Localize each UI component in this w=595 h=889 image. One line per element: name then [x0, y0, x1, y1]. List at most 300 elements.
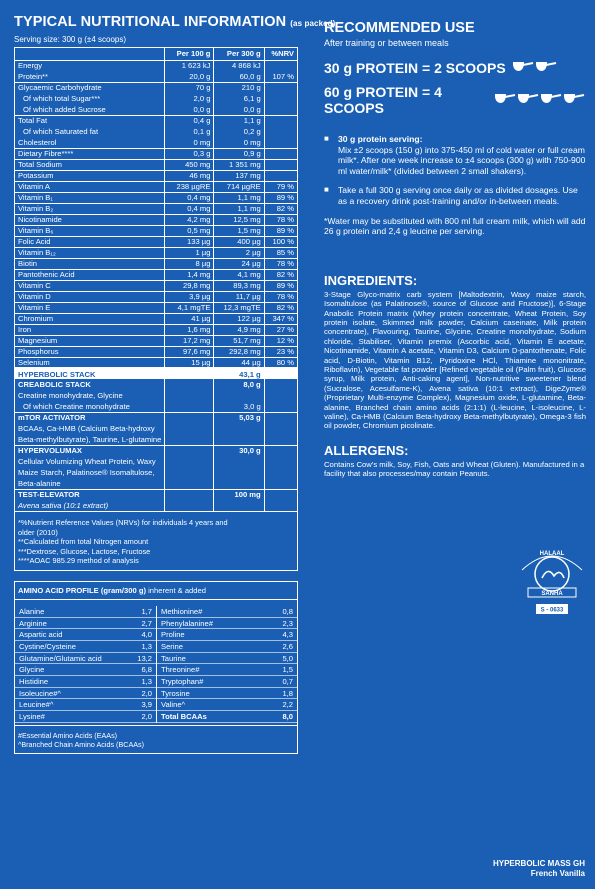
amino-row: [15, 653, 156, 665]
nutrient-value: 1 623 kJ: [165, 60, 214, 71]
nutrient-value: 29,8 mg: [165, 280, 214, 291]
scoop-icon: [563, 92, 586, 108]
amino-row: [157, 629, 297, 641]
nutrient-value: 0,4 g: [165, 115, 214, 126]
table-row: [15, 82, 297, 93]
nutrient-label: Vitamin B₂: [15, 203, 165, 214]
usage-bullet-2: ■ Take a full 300 g serving once daily or as divided dosages. Use as a recovery drink post-training and/or in-between meals.: [324, 185, 578, 206]
nutrient-value: 400 µg: [214, 236, 264, 247]
nutrient-value: 44 µg: [214, 357, 264, 368]
nutrient-value: [214, 478, 264, 489]
nutrient-value: [165, 500, 214, 511]
table-row: [15, 258, 297, 269]
table-row: [15, 159, 297, 170]
nutrient-label: Biotin: [15, 258, 165, 269]
nutrient-value: 0,3 g: [165, 148, 214, 159]
nutrition-header-cell: Per 300 g: [214, 48, 264, 60]
scoop-icons-4: [494, 92, 586, 108]
nutrient-value: 100 mg: [214, 489, 264, 500]
nutrient-value: 100 %: [264, 236, 297, 247]
table-row: [15, 500, 297, 511]
table-row: [15, 390, 297, 401]
nutrient-value: [264, 434, 297, 445]
amino-column-left: [15, 606, 156, 723]
left-column: [14, 14, 336, 754]
amino-row: [15, 711, 156, 723]
amino-name: Histidine: [19, 677, 49, 687]
nutrient-value: 43,1 g: [214, 368, 264, 379]
nutrient-label: Total Fat: [15, 115, 165, 126]
nutrient-value: 80 %: [264, 357, 297, 368]
nutrient-label: Vitamin B₁₂: [15, 247, 165, 258]
amino-value: 2,0: [141, 688, 152, 698]
nutrient-value: 1,1 mg: [214, 192, 264, 203]
nutrient-label: Vitamin D: [15, 291, 165, 302]
amino-name: Serine: [161, 642, 183, 652]
bullet-icon: ■: [324, 134, 329, 143]
footnote: ***Dextrose, Glucose, Lactose, Fructose: [18, 546, 151, 556]
nutrient-value: 70 g: [165, 82, 214, 93]
nutrient-value: [264, 159, 297, 170]
nutrient-label: Beta-alanine: [18, 478, 61, 488]
amino-value: 4,0: [141, 630, 152, 640]
nutrient-value: 12,5 mg: [214, 214, 264, 225]
amino-grid: [15, 600, 297, 723]
table-row: [15, 445, 297, 456]
nutrition-header-cell: [15, 48, 165, 60]
nutrient-value: 0 mg: [165, 137, 214, 148]
nutrient-value: [264, 126, 297, 137]
nutrient-value: 6,1 g: [214, 93, 264, 104]
svg-text:HALAAL: HALAAL: [539, 551, 565, 557]
nutrient-value: [165, 478, 214, 489]
scoop-line-60g: 60 g PROTEIN = 4 SCOOPS: [324, 84, 586, 116]
nutrient-label: Pantothenic Acid: [15, 269, 165, 280]
nutrient-value: [165, 368, 214, 379]
nutrient-value: 450 mg: [165, 159, 214, 170]
nutrient-value: 20,0 g: [165, 71, 214, 82]
nutrient-label: Of which Creatine monohydrate: [23, 401, 130, 411]
nutrient-value: 3,9 µg: [165, 291, 214, 302]
nutrient-value: [165, 434, 214, 445]
nutrient-value: 78 %: [264, 258, 297, 269]
ingredients-title: INGREDIENTS:: [324, 272, 418, 288]
amino-row: [157, 606, 297, 618]
nutrient-label: Vitamin E: [15, 302, 165, 313]
nutrient-value: 122 µg: [214, 313, 264, 324]
nutrient-value: 0 mg: [214, 137, 264, 148]
amino-row: [15, 618, 156, 630]
table-row: [15, 313, 297, 324]
allergens-title: ALLERGENS:: [324, 442, 409, 458]
table-row: [15, 181, 297, 192]
amino-name: Aspartic acid: [19, 630, 63, 640]
nutrient-label: Glycaemic Carbohydrate: [15, 82, 165, 93]
nutrient-value: 1,1 g: [214, 115, 264, 126]
nutrient-value: [214, 456, 264, 467]
amino-name: Glutamine/Glutamic acid: [19, 653, 102, 663]
recommended-use-title: RECOMMENDED USE: [324, 20, 475, 36]
nutrient-value: [165, 401, 214, 412]
table-row: [15, 324, 297, 335]
amino-value: 2,7: [141, 618, 152, 628]
nutrient-label: Of which total Sugar***: [23, 94, 101, 103]
nutrient-value: 11,7 µg: [214, 291, 264, 302]
table-row: [15, 203, 297, 214]
nutrient-value: 1,4 mg: [165, 269, 214, 280]
nutrient-value: 60,0 g: [214, 71, 264, 82]
nutrient-value: 51,7 mg: [214, 335, 264, 346]
nutrient-value: 8 µg: [165, 258, 214, 269]
nutrient-value: [264, 60, 297, 71]
nutrient-value: 4,2 mg: [165, 214, 214, 225]
nutrient-label: Maize Starch, Palatinose® Isomaltulose,: [18, 468, 155, 477]
table-row: [15, 401, 297, 412]
amino-name: Tyrosine: [161, 688, 190, 698]
table-row: [15, 456, 297, 467]
amino-name: Taurine: [161, 653, 186, 663]
table-row: [15, 335, 297, 346]
bullet-icon: ■: [324, 185, 329, 195]
nutrient-value: [264, 379, 297, 390]
amino-name: Lysine#: [19, 712, 45, 722]
table-row: [15, 489, 297, 500]
scoop-line-30g: 30 g PROTEIN = 2 SCOOPS: [324, 60, 586, 76]
amino-row: [15, 676, 156, 688]
table-row: [15, 434, 297, 445]
nutrient-value: [165, 456, 214, 467]
amino-acid-panel: [14, 581, 298, 754]
scoop-icon: [494, 92, 517, 108]
scoop-icon: [535, 60, 558, 76]
svg-text:SANHA: SANHA: [541, 591, 563, 597]
nutrient-value: [264, 489, 297, 500]
nutrient-value: [264, 368, 297, 379]
nutrient-label: Selenium: [15, 357, 165, 368]
nutrient-value: 5,03 g: [214, 412, 264, 423]
nutrient-label: Magnesium: [15, 335, 165, 346]
table-row: [15, 478, 297, 489]
nutrient-value: 4 868 kJ: [214, 60, 264, 71]
table-row: [15, 137, 297, 148]
scoop-icons-2: [512, 60, 558, 76]
svg-text:S - 0633: S - 0633: [540, 607, 564, 614]
nutrient-value: 1 µg: [165, 247, 214, 258]
amino-row: [15, 688, 156, 700]
nutrient-label: Folic Acid: [15, 236, 165, 247]
nutrient-label: TEST-ELEVATOR: [15, 489, 165, 500]
nutrition-table: [15, 48, 297, 511]
amino-name: Phenylalanine#: [161, 618, 213, 628]
nutrient-value: [165, 390, 214, 401]
nutrient-label: Cellular Volumizing Wheat Protein, Waxy: [18, 457, 156, 466]
nutrient-value: 1 351 mg: [214, 159, 264, 170]
nutrient-value: 210 g: [214, 82, 264, 93]
amino-row: [15, 606, 156, 618]
right-column: [324, 20, 586, 479]
table-row: [15, 280, 297, 291]
nutrient-value: [264, 445, 297, 456]
nutrition-header-row: [15, 48, 297, 60]
nutrient-label: CREABOLIC STACK: [18, 380, 91, 389]
amino-value: 2,0: [141, 712, 152, 722]
amino-value: 5,0: [282, 653, 293, 663]
amino-value: 13,2: [137, 653, 152, 663]
nutrient-value: [165, 467, 214, 478]
footnote: ****AOAC 985.29 method of analysis: [18, 556, 139, 566]
nutrient-value: 347 %: [264, 313, 297, 324]
table-row: [15, 269, 297, 280]
amino-name: Alanine: [19, 606, 45, 616]
nutrient-label: HYPERVOLUMAX: [15, 445, 165, 456]
amino-name: Total BCAAs: [161, 712, 207, 722]
nutrient-value: [264, 467, 297, 478]
table-row: [15, 423, 297, 434]
nutrient-label: mTOR ACTIVATOR: [15, 412, 165, 423]
nutrient-value: [264, 412, 297, 423]
table-row: [15, 291, 297, 302]
nutrient-value: 292,8 mg: [214, 346, 264, 357]
amino-row: [157, 711, 297, 723]
amino-name: Proline: [161, 630, 185, 640]
scoop-icon: [517, 92, 540, 108]
table-row: [15, 148, 297, 159]
nutrient-value: 0,4 mg: [165, 203, 214, 214]
nutrition-title: TYPICAL NUTRITIONAL INFORMATION (as packed): [14, 14, 336, 30]
nutrient-value: [264, 104, 297, 115]
footnote: **Calculated from total Nitrogen amount: [18, 537, 149, 547]
amino-row: [157, 699, 297, 711]
nutrient-value: 1,5 mg: [214, 225, 264, 236]
amino-row: [15, 641, 156, 653]
nutrition-panel: [14, 47, 298, 571]
product-flavour: French Vanilla: [530, 869, 585, 878]
nutrient-value: [165, 445, 214, 456]
amino-value: 0,8: [282, 606, 293, 616]
ingredients-text: 3-Stage Glyco-matrix carb system [Maltodextrin, Waxy maize starch, Isomaltulose (as Palatinose®, source of Glucose and Fructose)], 6-Stage Anabolic Protein matrix (Whey protein concentrate, Wheat Protein, Soy protein isolate, Skimmed milk powder, Calcium caseinate, Milk protein concentrate), Flavouring, Taurine, Glycine, Creatine monohydrate, Sodium chloride, Stabiliser, Vitamin premix (Ascorbic acid, Vitamin E acetate, Nicotinamide, Vitamin A acetate, Vitamin D3, Calcium D-pantothenate, Folic acid, D-Biotin, Vitamin B12, Pyridoxine HCl, Thiamine mononitrate, Riboflavin), Vegetable fat powder [Refined vegetable oil (Palm fruit), Glucose syrup, Milk protein, Anti-caking agent], Non-nutritive sweetener blend (Sucralose, Acesulfame-K), Avena sativa (10:1 extract), DigeZyme® (Proprietary Multi-enzyme Complex), Magnesium oxide, L-glutamine, Beta-alanine, Branched chain amino acids (2:1:1) (L-leucine, L-isoleucine, L-valine), Ca-HMB (Calcium Beta-hydroxy Beta-methylbutyrate), Omega-3 fish oil powder, Chromium picolinate.: [324, 289, 586, 431]
nutrient-value: 78 %: [264, 291, 297, 302]
product-name: HYPERBOLIC MASS GH: [492, 859, 585, 868]
nutrient-label: Of which Saturated fat: [23, 127, 99, 136]
amino-row: [157, 641, 297, 653]
nutrient-value: [214, 500, 264, 511]
table-row: [15, 126, 297, 137]
nutrient-value: 17,2 mg: [165, 335, 214, 346]
amino-value: 2,3: [282, 618, 293, 628]
nutrient-label: Beta-methylbutyrate), Taurine, L-glutamine: [18, 434, 162, 444]
amino-name: Methionine#: [161, 606, 203, 616]
nutrient-value: [214, 467, 264, 478]
nutrient-label: Avena sativa (10:1 extract): [18, 501, 109, 510]
nutrient-value: 85 %: [264, 247, 297, 258]
nutrient-label: Total Sodium: [15, 159, 165, 170]
nutrient-value: 89 %: [264, 192, 297, 203]
nutrient-label: Dietary Fibre****: [15, 148, 165, 159]
nutrient-value: [264, 115, 297, 126]
recommended-use-subtitle: After training or between meals: [324, 38, 449, 48]
amino-name: Arginine: [19, 618, 47, 628]
nutrient-value: [264, 93, 297, 104]
table-row: [15, 236, 297, 247]
amino-row: [15, 699, 156, 711]
nutrient-label: Potassium: [15, 170, 165, 181]
nutrient-label: Chromium: [15, 313, 165, 324]
table-row: [15, 71, 297, 82]
nutrient-value: [214, 434, 264, 445]
allergens-text: Contains Cow's milk, Soy, Fish, Oats and Wheat (Gluten). Manufactured in a facility that also processes/may contain Peanuts.: [324, 459, 585, 479]
table-row: [15, 467, 297, 478]
amino-value: 2,6: [282, 642, 293, 652]
nutrient-value: 107 %: [264, 71, 297, 82]
nutrient-value: 12 %: [264, 335, 297, 346]
amino-notes: #Essential Amino Acids (EAAs) ^Branched Chain Amino Acids (BCAAs): [15, 725, 297, 753]
usage-bullet-1: ■ 30 g protein serving: Mix ±2 scoops (150 g) into 375-450 ml of cold water or full cream milk*. After one week increase to ±4 scoops (300 g) with 750-900 ml water/milk* (divided between 2 small shakers).: [324, 134, 586, 176]
amino-name: Glycine: [19, 665, 45, 675]
table-row: [15, 170, 297, 181]
table-row: [15, 93, 297, 104]
nutrient-value: 89 %: [264, 225, 297, 236]
amino-title: AMINO ACID PROFILE (gram/300 g) inherent & added: [15, 582, 297, 600]
table-row: [15, 302, 297, 313]
nutrient-value: 41 µg: [165, 313, 214, 324]
nutrient-value: 8,0 g: [214, 379, 264, 390]
nutrient-label: Nicotinamide: [15, 214, 165, 225]
nutrient-value: [264, 390, 297, 401]
amino-value: 1,3: [141, 677, 152, 687]
nutrient-value: 24 µg: [214, 258, 264, 269]
nutrient-value: 82 %: [264, 269, 297, 280]
nutrient-value: 89 %: [264, 280, 297, 291]
table-row: [15, 104, 297, 115]
nutrient-value: 1,1 mg: [214, 203, 264, 214]
footnote: older (2010): [18, 527, 58, 537]
nutrient-label: Vitamin A: [15, 181, 165, 192]
nutrient-value: [214, 390, 264, 401]
amino-value: 1,7: [141, 606, 152, 616]
serving-size: Serving size: 300 g (±4 scoops): [14, 35, 126, 44]
amino-column-right: [156, 606, 297, 723]
nutrient-value: 82 %: [264, 203, 297, 214]
table-row: [15, 225, 297, 236]
nutrient-value: 137 mg: [214, 170, 264, 181]
nutrient-label: Vitamin B₁: [15, 192, 165, 203]
nutrient-value: [264, 82, 297, 93]
nutrient-value: [264, 170, 297, 181]
product-label: [493, 859, 585, 879]
nutrient-value: 89,3 mg: [214, 280, 264, 291]
nutrient-value: 12,3 mgTE: [214, 302, 264, 313]
amino-name: Valine^: [161, 700, 186, 710]
amino-value: 2,2: [282, 700, 293, 710]
amino-value: 3,9: [141, 700, 152, 710]
table-row: [15, 346, 297, 357]
nutrient-label: Energy: [18, 61, 43, 71]
nutrient-label: Protein**: [18, 71, 48, 81]
nutrient-value: 4,1 mg: [214, 269, 264, 280]
nutrient-value: [264, 148, 297, 159]
nutrient-label: BCAAs, Ca-HMB (Calcium Beta-hydroxy: [18, 424, 155, 433]
amino-value: 1,5: [282, 665, 293, 675]
nutrient-label: Vitamin B₆: [15, 225, 165, 236]
table-row: [15, 192, 297, 203]
nutrient-value: [264, 401, 297, 412]
nutrient-label: Vitamin C: [15, 280, 165, 291]
nutrient-value: 714 µgRE: [214, 181, 264, 192]
nutrient-value: 97,6 mg: [165, 346, 214, 357]
nutrient-value: 2,0 g: [165, 93, 214, 104]
table-row: [15, 247, 297, 258]
nutrient-value: 0,5 mg: [165, 225, 214, 236]
amino-row: [157, 618, 297, 630]
nutrient-value: 27 %: [264, 324, 297, 335]
table-row: [15, 368, 297, 379]
table-row: [15, 60, 297, 71]
nutrient-value: 133 µg: [165, 236, 214, 247]
scoop-icon: [540, 92, 563, 108]
nutrient-label: Cholesterol: [18, 137, 57, 147]
table-row: [15, 379, 297, 390]
amino-row: [157, 653, 297, 665]
nutrient-value: 0,9 g: [214, 148, 264, 159]
amino-value: 6,8: [141, 665, 152, 675]
nutrient-label: HYPERBOLIC STACK: [15, 368, 165, 379]
footnote: *%Nutrient Reference Values (NRVs) for individuals 4 years and: [18, 518, 228, 527]
nutrient-label: Of which added Sucrose: [23, 104, 106, 114]
nutrient-value: 46 mg: [165, 170, 214, 181]
nutrition-notes: [15, 511, 297, 570]
amino-value: 1,8: [282, 688, 293, 698]
amino-row: [157, 664, 297, 676]
nutrient-value: 0,1 g: [165, 126, 214, 137]
nutrient-value: [264, 456, 297, 467]
nutrient-value: 238 µgRE: [165, 181, 214, 192]
nutrient-value: 4,1 mgTE: [165, 302, 214, 313]
nutrient-value: 4,9 mg: [214, 324, 264, 335]
amino-row: [15, 629, 156, 641]
amino-row: [157, 676, 297, 688]
nutrient-value: [264, 478, 297, 489]
nutrient-label: Phosphorus: [15, 346, 165, 357]
nutrient-value: 0,0 g: [214, 104, 264, 115]
nutrient-value: 30,0 g: [214, 445, 264, 456]
nutrient-value: 82 %: [264, 302, 297, 313]
nutrient-label: Creatine monohydrate, Glycine: [18, 391, 123, 400]
amino-name: Cystine/Cysteine: [19, 642, 76, 652]
nutrient-value: 15 µg: [165, 357, 214, 368]
nutrient-label: Iron: [15, 324, 165, 335]
usage-bullets: [324, 134, 586, 237]
nutrient-value: [165, 489, 214, 500]
nutrient-value: [264, 423, 297, 434]
amino-name: Isoleucine#^: [19, 688, 61, 698]
nutrient-value: 23 %: [264, 346, 297, 357]
milk-note: *Water may be substituted with 800 ml full cream milk, which will add 26 g protein and 2,4 g leucine per serving.: [324, 215, 586, 237]
table-row: [15, 357, 297, 368]
nutrient-value: [214, 423, 264, 434]
nutrient-value: [165, 423, 214, 434]
table-row: [15, 214, 297, 225]
nutrient-value: 0,4 mg: [165, 192, 214, 203]
amino-value: 0,7: [282, 677, 293, 687]
nutrient-value: 3,0 g: [214, 401, 264, 412]
amino-row: [157, 688, 297, 700]
nutrient-value: 1,6 mg: [165, 324, 214, 335]
nutrient-value: 79 %: [264, 181, 297, 192]
amino-value: 4,3: [282, 630, 293, 640]
nutrient-value: 0,0 g: [165, 104, 214, 115]
table-row: [15, 115, 297, 126]
nutrient-value: [264, 500, 297, 511]
